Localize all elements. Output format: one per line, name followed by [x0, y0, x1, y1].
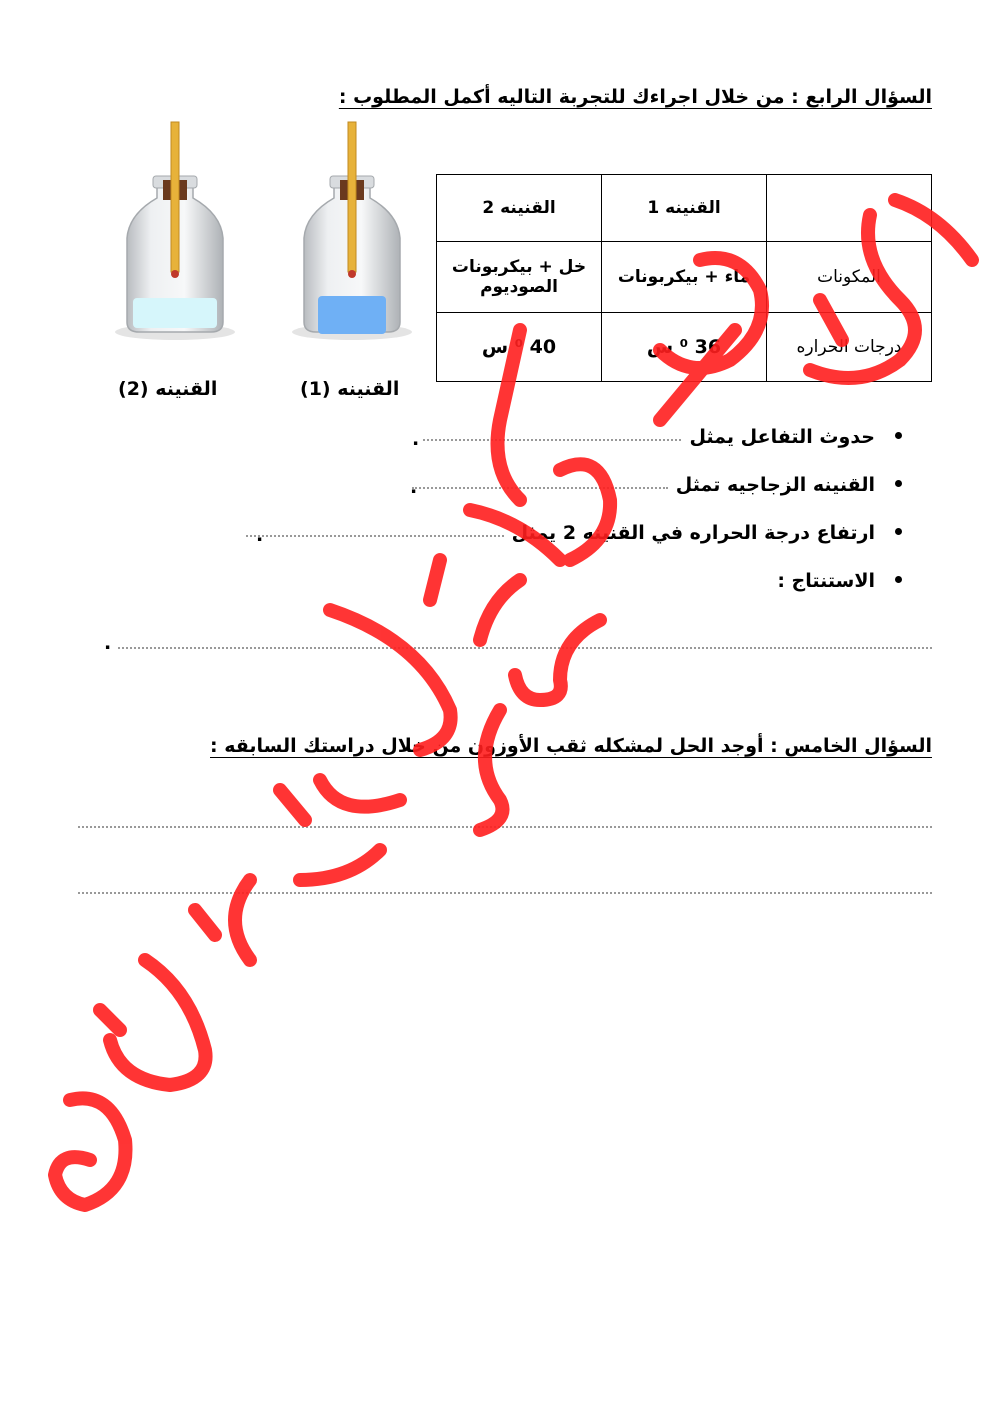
bottle-2-label: القنينه (2) — [118, 378, 218, 400]
end-period: . — [410, 476, 418, 498]
table-cell: 40 ⁰ س — [437, 313, 602, 382]
table-cell-label: درجات الحراره — [767, 313, 932, 382]
table-cell-label: المكونات — [767, 242, 932, 313]
bottle-1-image — [282, 118, 422, 348]
bottle-2-liquid — [133, 298, 217, 328]
bullet-item-temperature — [246, 522, 902, 544]
bottle-1-liquid — [318, 296, 386, 334]
bullet-item-conclusion — [777, 570, 902, 592]
table-cell: 36 ⁰ س — [602, 313, 767, 382]
answer-blank — [423, 438, 681, 441]
answer-blank — [246, 534, 504, 537]
table-header-bottle-1: القنينه 1 — [602, 175, 767, 242]
end-period: . — [412, 428, 420, 450]
bullet-dot — [895, 576, 902, 583]
bullet-text: القنينه الزجاجيه تمثل — [675, 474, 875, 496]
bullet-text: ارتفاع درجة الحراره في القنينه 2 يمثل — [511, 522, 875, 544]
q5-answer-line — [78, 892, 932, 894]
answer-blank — [412, 486, 668, 489]
question-4-heading: السؤال الرابع : من خلال اجراءك للتجربة التاليه أكمل المطلوب : — [338, 86, 932, 108]
table-header-row — [437, 175, 932, 242]
bottle-2-image — [105, 118, 245, 348]
bottle-1-label: القنينه (1) — [300, 378, 400, 400]
bullet-dot — [895, 432, 902, 439]
bullet-item-reaction — [423, 426, 902, 448]
end-period: . — [104, 632, 112, 654]
end-period: . — [256, 524, 264, 546]
bullet-dot — [895, 480, 902, 487]
table-row-components — [437, 242, 932, 313]
bullet-text: الاستنتاج : — [777, 570, 875, 592]
table-cell: خل + بيكربونات الصوديوم — [437, 242, 602, 313]
bullet-dot — [895, 528, 902, 535]
bullet-item-bottle — [412, 474, 902, 496]
bullet-text: حدوث التفاعل يمثل — [689, 426, 875, 448]
q5-answer-line — [78, 826, 932, 828]
experiment-table — [436, 174, 932, 382]
conclusion-answer-line — [118, 647, 932, 649]
table-cell: ماء + بيكربونات — [602, 242, 767, 313]
question-5-heading: السؤال الخامس : أوجد الحل لمشكله ثقب الأوزون من خلال دراستك السابقه : — [210, 735, 932, 757]
table-header-bottle-2: القنينه 2 — [437, 175, 602, 242]
table-row-temperature — [437, 313, 932, 382]
table-header-empty — [767, 175, 932, 242]
